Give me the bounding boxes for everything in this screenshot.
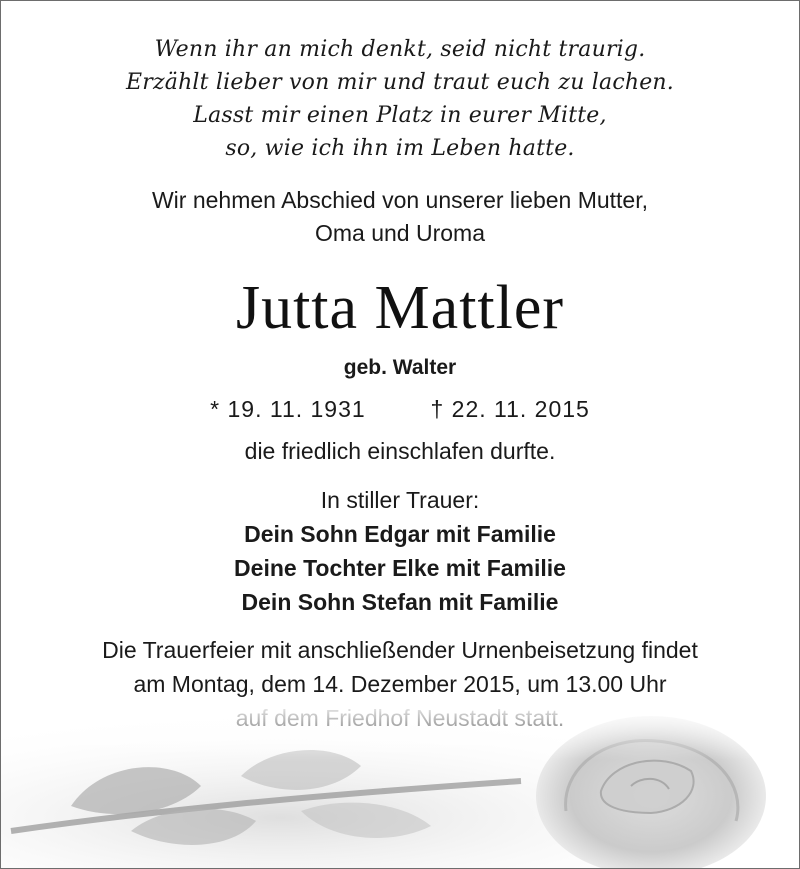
deceased-name: Jutta Mattler	[235, 274, 565, 342]
mourners-heading: In stiller Trauer:	[320, 487, 480, 513]
life-dates	[1, 396, 799, 423]
passing-phrase: die friedlich einschlafen durfte.	[244, 438, 556, 464]
death-date: † 22. 11. 2015	[430, 396, 590, 422]
rose-decoration	[1, 701, 799, 868]
poem-line-3: Lasst mir einen Platz in eurer Mitte,	[193, 103, 607, 128]
maiden-name: geb. Walter	[343, 356, 457, 379]
poem-line-2: Erzählt lieber von mir und traut euch zu lachen.	[125, 70, 674, 95]
intro-line-2: Oma und Uroma	[314, 220, 485, 246]
birth-date: * 19. 11. 1931	[210, 396, 366, 422]
service-line-2: am Montag, dem 14. Dezember 2015, um 13.00 Uhr	[133, 671, 667, 697]
top-fade	[1, 701, 799, 868]
mourner-2: Deine Tochter Elke mit Familie	[234, 555, 566, 581]
poem-line-4: so, wie ich ihn im Leben hatte.	[225, 136, 575, 161]
service-line-1: Die Trauerfeier mit anschließender Urnenbeisetzung findet	[102, 637, 698, 663]
mourner-3: Dein Sohn Stefan mit Familie	[241, 589, 559, 615]
poem-line-1: Wenn ihr an mich denkt, seid nicht traurig.	[154, 37, 646, 62]
intro-line-1: Wir nehmen Abschied von unserer lieben Mutter,	[151, 187, 649, 213]
mourner-1: Dein Sohn Edgar mit Familie	[244, 521, 556, 547]
